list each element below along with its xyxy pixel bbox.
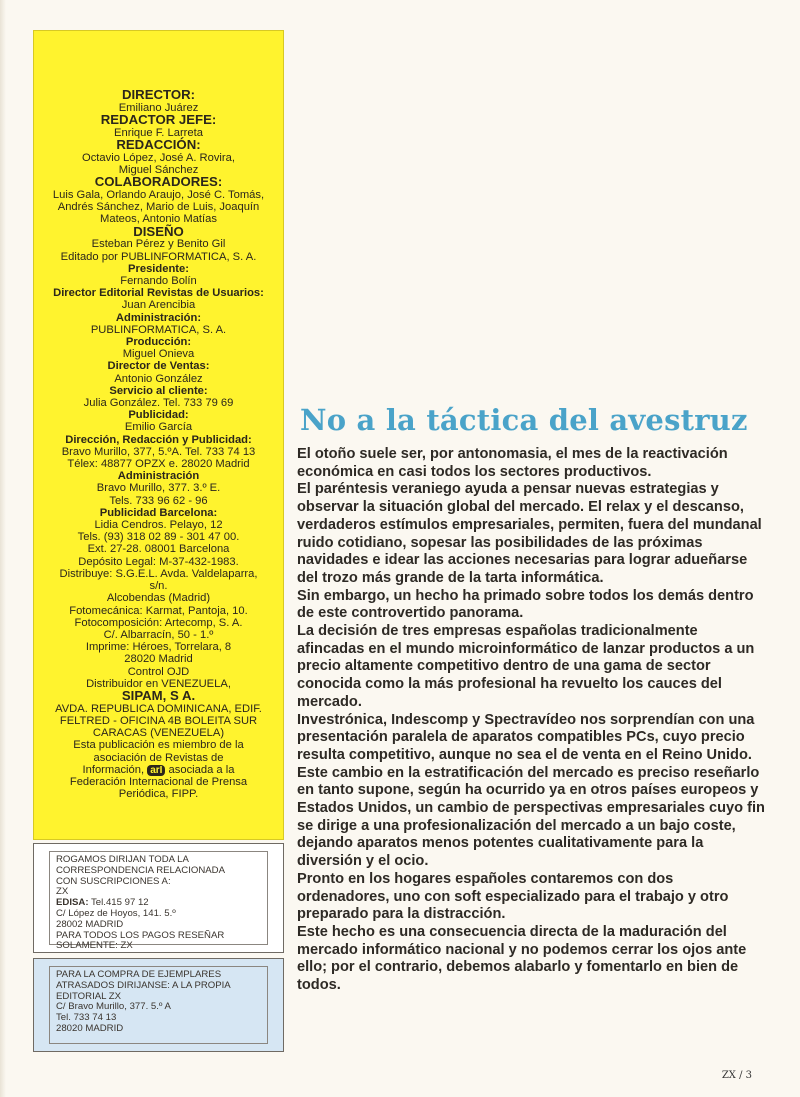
credit-heading: Publicidad Barcelona: xyxy=(99,506,218,519)
credit-heading: Administración: xyxy=(115,311,202,324)
article-paragraph: Sin embargo, un hecho ha primado sobre todos los demás dentro de este controvertido panorama. xyxy=(297,587,754,622)
credit-text: asociada a la xyxy=(168,763,235,776)
credit-text: Ext. 27-28. 08001 Barcelona xyxy=(87,543,230,556)
subscriptions-box-inner xyxy=(49,851,268,952)
credit-text: Miguel Sánchez xyxy=(118,164,199,176)
credit-text: Tels. (93) 318 02 89 - 301 47 00. xyxy=(77,531,240,544)
credit-text: Mateos, Antonio Matías xyxy=(100,213,217,226)
credit-text: Control OJD xyxy=(127,665,190,678)
credit-heading: COLABORADORES: xyxy=(94,174,223,190)
page-edge xyxy=(0,0,6,1097)
credit-text: Editado por PUBLINFORMATICA, S. A. xyxy=(60,250,257,263)
credit-text: Emiliano Juárez xyxy=(118,101,199,114)
credit-text: Luis Gala, Orlando Araujo, José C. Tomás, xyxy=(52,189,265,201)
article-paragraph: Pronto en los hogares españoles contaremos con dos ordenadores, uno con soft especializado para el trabajo y otro preparado para la distracción. xyxy=(297,870,729,923)
box-line: EDITORIAL ZX xyxy=(56,990,122,1002)
box-line: ROGAMOS DIRIJAN TODA LA xyxy=(56,854,189,865)
page-number: ZX / 3 xyxy=(721,1070,752,1081)
credit-text: Esta publicación es miembro de la xyxy=(73,739,244,752)
credit-heading: DISEÑO xyxy=(133,223,184,239)
credit-text: Antonio González xyxy=(114,372,203,385)
article-paragraph: El otoño suele ser, por antonomasia, el mes de la reactivación económica en casi todos los sectores productivos. xyxy=(297,446,728,480)
credit-text: Tels. 733 96 62 - 96 xyxy=(109,494,208,507)
credit-text: Fotocomposición: Artecomp, S. A. xyxy=(74,616,243,629)
box-line: C/ Bravo Murillo, 377. 5.º A xyxy=(56,1001,171,1013)
credit-text: Periódica, FIPP. xyxy=(118,788,199,801)
credit-heading: Producción: xyxy=(125,336,192,349)
credit-text: Información, xyxy=(82,763,145,776)
credit-text: AVDA. REPUBLICA DOMINICANA, EDIF. xyxy=(55,702,262,715)
credit-text: Télex: 48877 OPZX e. 28020 Madrid xyxy=(67,458,250,471)
credit-heading: SIPAM, S A. xyxy=(121,687,196,703)
credit-text xyxy=(40,764,277,776)
box-line: C/ López de Hoyos, 141. 5.º xyxy=(56,907,176,919)
credit-heading: Presidente: xyxy=(128,262,189,275)
credit-heading: Director de Ventas: xyxy=(107,360,210,373)
credit-text: Juan Arencibia xyxy=(121,299,196,312)
credit-text: Miguel Onieva xyxy=(122,348,195,361)
masthead-credits xyxy=(33,30,284,840)
credit-heading: DIRECTOR: xyxy=(121,87,196,102)
credit-text: Bravo Murillo, 377, 5.ºA. Tel. 733 74 13 xyxy=(61,445,256,458)
box-line: SOLAMENTE: ZX xyxy=(56,940,133,952)
credit-heading: Publicidad: xyxy=(128,409,189,422)
box-line: CON SUSCRIPCIONES A: xyxy=(56,875,171,887)
credit-text: C/. Albarracín, 50 - 1.º xyxy=(103,628,214,641)
credit-heading: REDACCIÓN: xyxy=(116,137,201,152)
box-line: 28020 MADRID xyxy=(56,1022,124,1034)
article-paragraph: Investrónica, Indescomp y Spectravídeo nos sorprendían con una presentación paralela de aparatos compatibles PCs, cuyo precio resulta competitivo, aunque no sea el de venta en el Reino Unido. xyxy=(297,711,755,763)
ari-logo-icon: arI xyxy=(147,765,165,776)
box-line: PARA LA COMPRA DE EJEMPLARES xyxy=(56,969,222,980)
credit-text: 28020 Madrid xyxy=(124,653,193,666)
credit-text: asociación de Revistas de xyxy=(93,751,224,764)
box-line: 28002 MADRID xyxy=(56,918,124,930)
credit-text: Emilio García xyxy=(124,421,193,434)
back-issues-box-inner xyxy=(49,966,268,1044)
credit-text: Octavio López, José A. Rovira, xyxy=(82,151,235,164)
credit-text: Imprime: Héroes, Torrelara, 8 xyxy=(85,641,232,654)
credit-text: Enrique F. Larreta xyxy=(114,126,203,139)
credit-text: Depósito Legal: M-37-432-1983. xyxy=(78,555,239,568)
edisa-tel: Tel.415 97 12 xyxy=(91,897,149,909)
credit-text: CARACAS (VENEZUELA) xyxy=(92,727,225,740)
edisa-label: EDISA: xyxy=(56,897,89,909)
credit-text: Andrés Sánchez, Mario de Luis, Joaquín xyxy=(57,201,260,214)
credit-text: s/n. xyxy=(149,580,168,593)
credit-heading: Director Editorial Revistas de Usuarios: xyxy=(53,287,264,300)
credit-text: Federación Internacional de Prensa xyxy=(69,775,248,788)
box-line: PARA TODOS LOS PAGOS RESEÑAR xyxy=(56,929,225,941)
credit-text: Fernando Bolín xyxy=(120,275,197,288)
credit-heading: Dirección, Redacción y Publicidad: xyxy=(65,433,252,446)
credit-text: Julia González. Tel. 733 79 69 xyxy=(83,397,234,410)
credit-text: FELTRED - OFICINA 4B BOLEITA SUR xyxy=(59,714,258,727)
credit-text: Fotomecánica: Karmat, Pantoja, 10. xyxy=(69,604,248,617)
credit-heading: Administración xyxy=(117,470,200,483)
article-paragraph: La decisión de tres empresas españolas tradicionalmente afincadas en el mundo microinformático de lanzar productos a un precio altamente competitivo dentro de una gama de sector conocida como la más profesional ha revuelto los cauces del mercado. xyxy=(297,623,755,710)
box-line: Tel. 733 74 13 xyxy=(56,1012,117,1024)
article-paragraph: Este hecho es una consecuencia directa de la maduración del mercado informático nacional y no podemos cerrar los ojos ante ello; por el contrario, debemos alabarlo y fomentarlo en bien de todos. xyxy=(297,923,747,994)
box-line: ZX xyxy=(56,886,69,898)
subscriptions-box xyxy=(33,843,284,953)
article-paragraph: El paréntesis veraniego ayuda a pensar nuevas estrategias y observar la situación global del mercado. El relax y el descanso, verdaderos estímulos empresariales, permiten, fuera del mundanal ruido cotidiano, sopesar las posibilidades de las próximas navidades e idear las acciones necesarias para lograr adueñarse del trozo más grande de la tarta informática. xyxy=(297,481,762,586)
box-line: CORRESPONDENCIA RELACIONADA xyxy=(56,864,225,876)
box-line: ATRASADOS DIRIJANSE: A LA PROPIA xyxy=(56,979,231,991)
back-issues-box xyxy=(33,958,284,1052)
article-body xyxy=(297,446,767,995)
credit-text: Alcobendas (Madrid) xyxy=(106,592,211,605)
credit-heading: Servicio al cliente: xyxy=(109,384,208,397)
article-paragraph: Este cambio en la estratificación del mercado es preciso reseñarlo en tanto supone, según ha ocurrido ya en otros países europeos y Estados Unidos, un cambio de perspectivas empresariales cuyo fin se dirige a una profesionalización del mercado a un bajo coste, dejando aparatos menos potentes cualitativamente para la diversión y el ocio. xyxy=(297,764,765,870)
credit-heading: REDACTOR JEFE: xyxy=(100,112,217,127)
credit-text: Bravo Murillo, 377. 3.º E. xyxy=(96,482,221,495)
credit-text: Distribuidor en VENEZUELA, xyxy=(86,677,231,690)
credit-text: Distribuye: S.G.E.L. Avda. Valdelaparra, xyxy=(59,567,258,580)
credit-text: Lidia Cendros. Pelayo, 12 xyxy=(94,519,223,532)
credit-text: Esteban Pérez y Benito Gil xyxy=(91,238,226,251)
credit-text: PUBLINFORMATICA, S. A. xyxy=(90,323,227,336)
article-headline: No a la táctica del avestruz xyxy=(300,403,748,437)
